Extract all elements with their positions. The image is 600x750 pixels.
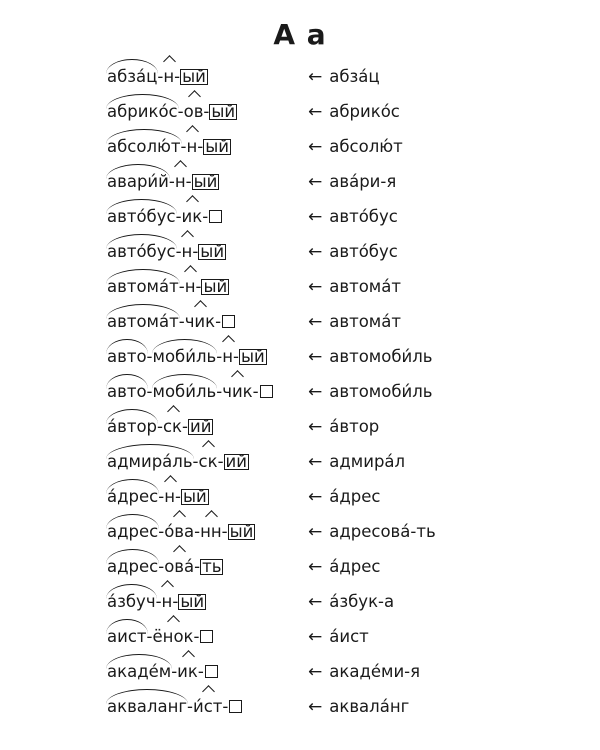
derived-word	[107, 697, 242, 717]
morpheme-separator: -	[216, 347, 223, 366]
root-morpheme: акваланг	[107, 697, 188, 716]
source-word: адресова́-ть	[329, 522, 436, 541]
morpheme-separator: -	[194, 557, 201, 576]
left-arrow-icon: ←	[308, 277, 323, 297]
dictionary-entry	[0, 686, 600, 721]
derived-word	[107, 102, 237, 122]
root-morpheme: автома́т	[107, 312, 179, 331]
derived-word	[107, 557, 223, 577]
suffix-morpheme: ик	[181, 207, 203, 226]
derived-word	[107, 172, 219, 192]
suffix-morpheme: и́ст	[193, 697, 223, 716]
root-morpheme: акаде́м	[107, 662, 172, 681]
source-word: а́дрес	[329, 487, 381, 506]
left-arrow-icon: ←	[308, 487, 323, 507]
dictionary-entry	[0, 231, 600, 266]
ending-morpheme: ий	[225, 452, 247, 471]
suffix-morpheme: н	[186, 137, 198, 156]
source-word: автомоби́ль	[329, 382, 433, 401]
null-ending-box	[229, 700, 242, 713]
suffix-morpheme: н	[163, 67, 175, 86]
left-arrow-icon: ←	[308, 207, 323, 227]
derived-word	[107, 347, 267, 367]
morpheme-separator: -	[158, 487, 165, 506]
root-morpheme: абсолю́т	[107, 137, 181, 156]
left-arrow-icon: ←	[308, 627, 323, 647]
page-title: А а	[273, 18, 327, 51]
left-arrow-icon: ←	[308, 347, 323, 367]
null-ending-box	[260, 385, 273, 398]
morpheme-separator: -	[178, 312, 185, 331]
null-ending-box	[200, 630, 213, 643]
source-word: ава́ри-я	[329, 172, 397, 191]
derived-word	[107, 487, 209, 507]
dictionary-entry	[0, 371, 600, 406]
derived-word	[107, 452, 249, 472]
ending-morpheme: ый	[229, 522, 254, 541]
suffix-morpheme: н	[174, 172, 186, 191]
morpheme-separator: -	[174, 487, 181, 506]
root-morpheme: абза́ц	[107, 67, 158, 86]
morpheme-separator: -	[171, 662, 178, 681]
root-morpheme: авто	[107, 347, 147, 366]
left-arrow-icon: ←	[308, 417, 323, 437]
ending-morpheme: ый	[182, 67, 206, 86]
morpheme-separator: -	[157, 417, 163, 436]
root-morpheme: а́дрес	[107, 487, 159, 506]
suffix-morpheme: н	[164, 487, 175, 506]
morpheme-separator: -	[203, 102, 210, 121]
source-word: автома́т	[329, 277, 401, 296]
morpheme-separator: -	[195, 277, 202, 296]
root-morpheme: моби́ль	[152, 382, 217, 401]
left-arrow-icon: ←	[308, 312, 323, 332]
left-arrow-icon: ←	[308, 662, 323, 682]
morpheme-separator: -	[177, 102, 184, 121]
derived-word	[107, 277, 229, 297]
source-word: а́збук-а	[329, 592, 395, 611]
derived-word	[107, 137, 231, 157]
ending-morpheme: ый	[205, 137, 230, 156]
root-morpheme: абрико́с	[107, 102, 178, 121]
suffix-morpheme: н	[222, 347, 233, 366]
null-ending-box	[209, 210, 222, 223]
dictionary-entry	[0, 441, 600, 476]
ending-morpheme: ый	[240, 347, 265, 366]
left-arrow-icon: ←	[308, 522, 323, 542]
source-word: авто́бус	[329, 242, 398, 261]
root-morpheme: автома́т	[107, 277, 179, 296]
morpheme-separator: -	[252, 382, 259, 401]
morpheme-separator: -	[178, 277, 185, 296]
source-word: автома́т	[329, 312, 401, 331]
morpheme-separator: -	[155, 592, 162, 611]
root-morpheme: адрес	[107, 522, 159, 541]
source-word: автомоби́ль	[329, 347, 433, 366]
root-morpheme: адмира́ль	[107, 452, 193, 471]
dictionary-entry	[0, 126, 600, 161]
ending-morpheme: ый	[180, 592, 205, 611]
root-morpheme: а́втор	[107, 417, 158, 436]
suffix-morpheme: н	[181, 242, 193, 261]
root-morpheme: авто	[107, 382, 147, 401]
source-word: абрико́с	[329, 102, 400, 121]
morpheme-separator: -	[202, 207, 209, 226]
dictionary-entry	[0, 546, 600, 581]
root-morpheme: адрес	[107, 557, 159, 576]
root-morpheme: авари́й	[107, 172, 169, 191]
dictionary-entry	[0, 511, 600, 546]
morpheme-separator: -	[146, 382, 153, 401]
suffix-morpheme: н	[184, 277, 196, 296]
dictionary-entry	[0, 406, 600, 441]
morpheme-separator: -	[175, 242, 182, 261]
null-ending-box	[205, 665, 218, 678]
morpheme-separator: -	[222, 697, 229, 716]
suffix-morpheme: нн	[200, 522, 222, 541]
left-arrow-icon: ←	[308, 452, 323, 472]
morpheme-separator: -	[192, 452, 199, 471]
source-word: абсолю́т	[329, 137, 403, 156]
dictionary-entry	[0, 56, 600, 91]
root-morpheme: авто́бус	[107, 242, 176, 261]
ending-morpheme: ый	[182, 487, 207, 506]
ending-morpheme: ый	[203, 277, 228, 296]
morpheme-separator: -	[197, 137, 204, 156]
root-morpheme: а́збуч	[107, 592, 156, 611]
derived-word	[107, 207, 222, 227]
suffix-morpheme: ов	[183, 102, 204, 121]
morpheme-separator: -	[197, 662, 204, 681]
root-morpheme: аист	[107, 627, 147, 646]
source-word: абза́ц	[329, 67, 380, 86]
suffix-morpheme: о́ва	[164, 522, 195, 541]
ending-morpheme: ый	[211, 102, 236, 121]
suffix-morpheme: н	[161, 592, 173, 611]
suffix-morpheme: чик	[222, 382, 253, 401]
root-morpheme: моби́ль	[152, 347, 217, 366]
derived-word	[107, 242, 226, 262]
source-word: авто́бус	[329, 207, 398, 226]
source-word: акаде́ми-я	[329, 662, 421, 681]
suffix-morpheme: ик	[177, 662, 198, 681]
dictionary-entry	[0, 301, 600, 336]
morpheme-separator: -	[221, 522, 228, 541]
left-arrow-icon: ←	[308, 137, 323, 157]
dictionary-entry	[0, 196, 600, 231]
left-arrow-icon: ←	[308, 382, 323, 402]
morpheme-separator: -	[146, 627, 153, 646]
left-arrow-icon: ←	[308, 67, 323, 87]
source-word: а́втор	[329, 417, 380, 436]
derived-word	[107, 592, 206, 612]
ending-morpheme: ый	[200, 242, 225, 261]
morpheme-separator: -	[180, 137, 187, 156]
source-word: а́дрес	[329, 557, 381, 576]
dictionary-entry	[0, 651, 600, 686]
dictionary-entry	[0, 266, 600, 301]
derived-word	[107, 522, 255, 542]
morpheme-separator: -	[215, 312, 222, 331]
derived-word	[107, 417, 213, 437]
morpheme-separator: -	[194, 522, 201, 541]
source-word: аквала́нг	[329, 697, 410, 716]
morpheme-separator: -	[174, 67, 181, 86]
entry-list	[0, 56, 600, 721]
ending-morpheme: ть	[202, 557, 222, 576]
left-arrow-icon: ←	[308, 697, 323, 717]
suffix-morpheme: ск	[162, 417, 183, 436]
morpheme-separator: -	[175, 207, 182, 226]
suffix-morpheme: ёнок	[152, 627, 194, 646]
dictionary-entry	[0, 161, 600, 196]
dictionary-entry	[0, 581, 600, 616]
morpheme-separator: -	[146, 347, 153, 366]
root-morpheme: авто́бус	[107, 207, 176, 226]
dictionary-entry	[0, 91, 600, 126]
dictionary-entry	[0, 336, 600, 371]
dictionary-entry	[0, 616, 600, 651]
morpheme-separator: -	[233, 347, 239, 366]
ending-morpheme: ый	[193, 172, 218, 191]
morpheme-separator: -	[187, 697, 193, 716]
suffix-morpheme: ова́	[164, 557, 195, 576]
suffix-morpheme: ск	[198, 452, 218, 471]
morpheme-separator: -	[157, 67, 164, 86]
dictionary-entry	[0, 476, 600, 511]
derived-word	[107, 382, 273, 402]
null-ending-box	[222, 315, 235, 328]
morpheme-separator: -	[158, 522, 165, 541]
morpheme-separator: -	[193, 627, 200, 646]
left-arrow-icon: ←	[308, 557, 323, 577]
derived-word	[107, 67, 208, 87]
source-word: адмира́л	[329, 452, 406, 471]
ending-morpheme: ий	[190, 417, 212, 436]
morpheme-separator: -	[185, 172, 192, 191]
morpheme-separator: -	[217, 452, 224, 471]
morpheme-separator: -	[192, 242, 199, 261]
morpheme-separator: -	[172, 592, 179, 611]
left-arrow-icon: ←	[308, 102, 323, 122]
source-word: а́ист	[329, 627, 369, 646]
derived-word	[107, 627, 213, 647]
morpheme-separator: -	[216, 382, 223, 401]
left-arrow-icon: ←	[308, 592, 323, 612]
morpheme-separator: -	[182, 417, 188, 436]
suffix-morpheme: чик	[184, 312, 216, 331]
derived-word	[107, 662, 218, 682]
left-arrow-icon: ←	[308, 242, 323, 262]
left-arrow-icon: ←	[308, 172, 323, 192]
morpheme-separator: -	[168, 172, 175, 191]
derived-word	[107, 312, 235, 332]
morpheme-separator: -	[158, 557, 165, 576]
